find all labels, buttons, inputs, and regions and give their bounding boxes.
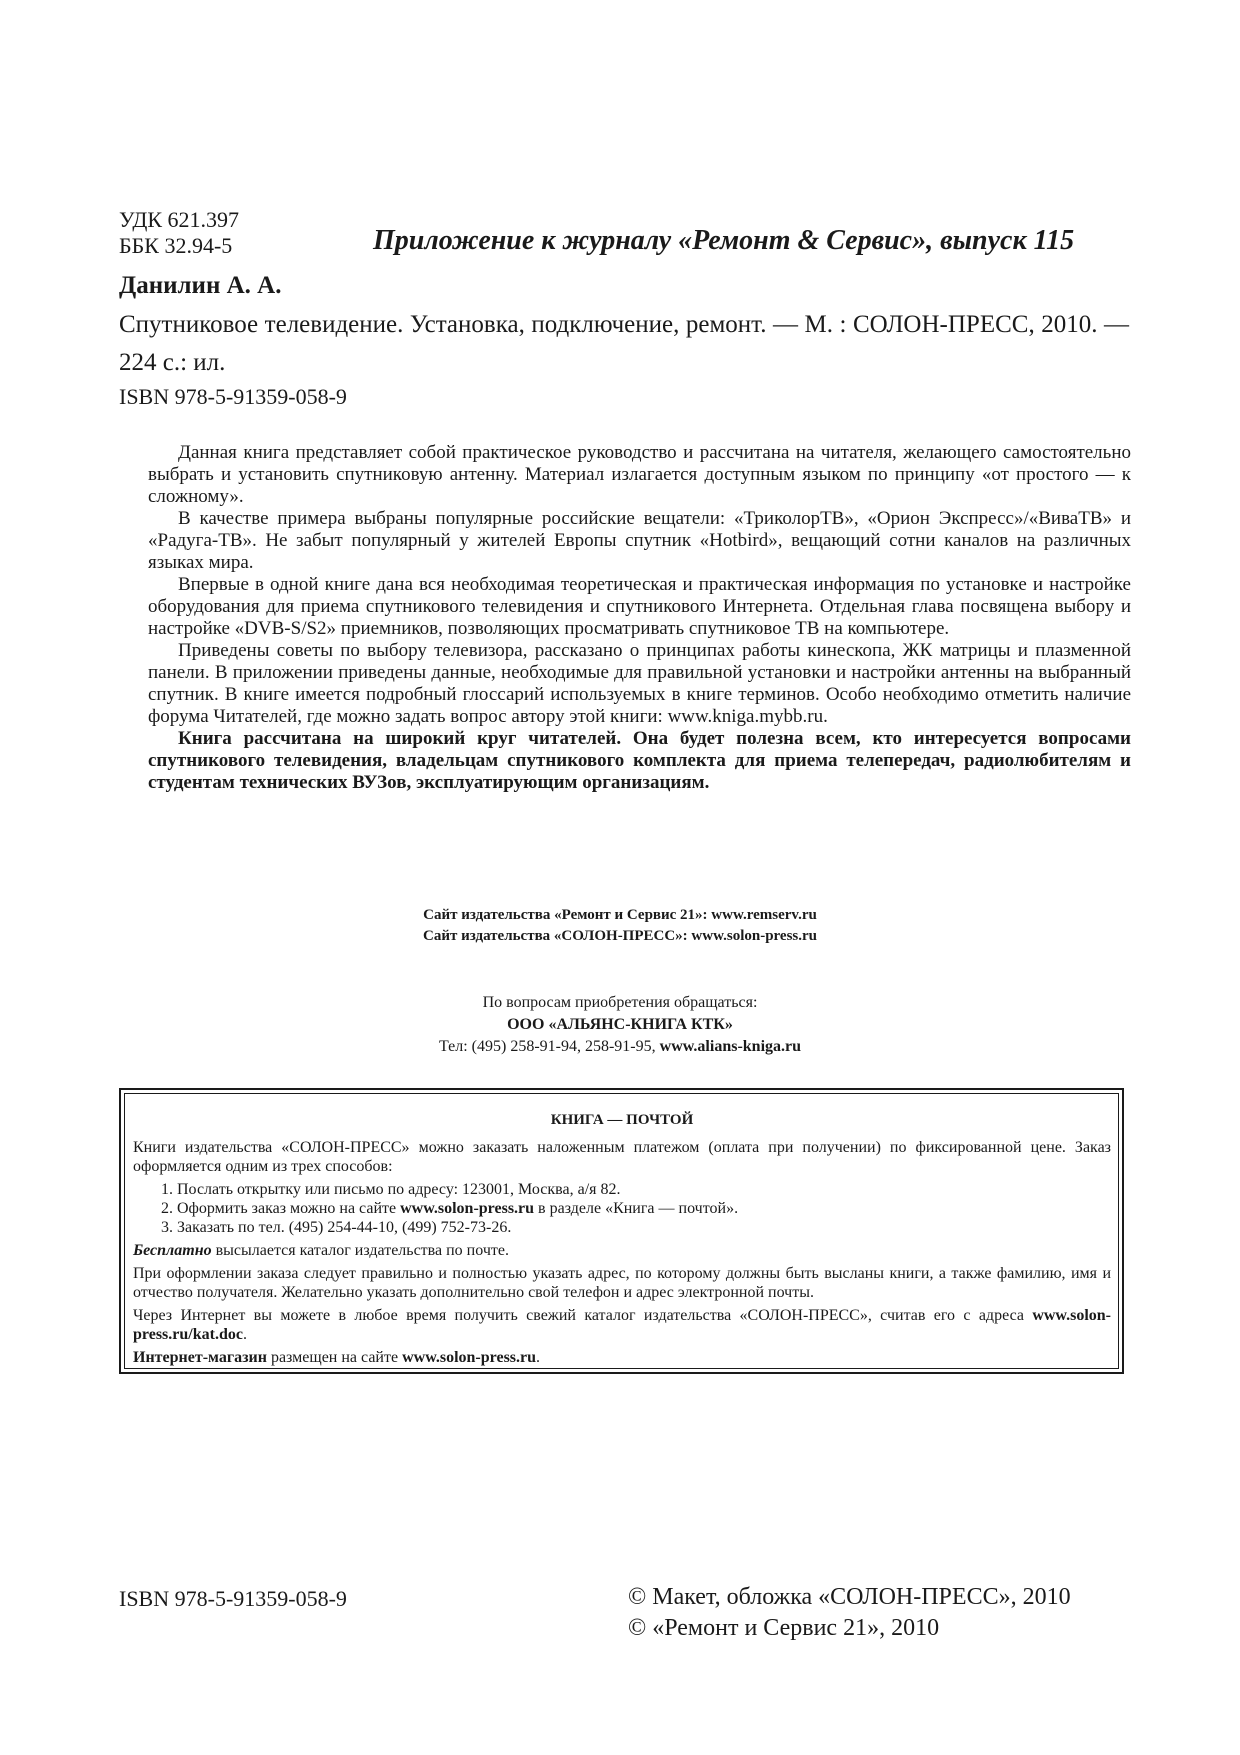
online-shop-note: Интернет-магазин размещен на сайте www.solon-press.ru. bbox=[133, 1349, 541, 1366]
site-solon: Сайт издательства «СОЛОН-ПРЕСС»: www.solon-press.ru bbox=[422, 928, 818, 944]
mail-order-box bbox=[119, 1088, 1124, 1374]
contacts-phone: Тел: (495) 258-91-94, 258-91-95, www.alians-kniga.ru bbox=[438, 1038, 802, 1055]
purchase-contacts bbox=[0, 992, 1240, 1058]
mail-order-method: 3. Заказать по тел. (495) 254-44-10, (499) 752-73-26. bbox=[177, 1218, 1111, 1237]
classification-codes bbox=[119, 207, 239, 259]
internet-catalog-note: Через Интернет вы можете в любое время получить свежий каталог издательства «СОЛОН-ПРЕСС», считав его с адреса www.solon-press.ru/kat.doc. bbox=[133, 1307, 1111, 1343]
mail-order-intro: Книги издательства «СОЛОН-ПРЕСС» можно заказать наложенным платежом (оплата при получении) по фиксированной цене. Заказ оформляется одним из трех способов: bbox=[133, 1139, 1111, 1175]
address-note: При оформлении заказа следует правильно и полностью указать адрес, по которому должны быть высланы книги, а также фамилию, имя и отчество получателя. Желательно указать дополнительно свой телефон и адрес электронной почты. bbox=[133, 1265, 1111, 1301]
site-remserv: Сайт издательства «Ремонт и Сервис 21»: www.remserv.ru bbox=[423, 907, 817, 923]
isbn-bottom: ISBN 978-5-91359-058-9 bbox=[119, 1586, 347, 1611]
copyright-block bbox=[628, 1582, 1071, 1644]
abstract-paragraph: В качестве примера выбраны популярные российские вещатели: «ТриколорТВ», «Орион Экспресс»/«ВиваТВ» и «Радуга-ТВ». Не забыт популярный у жителей Европы спутник «Hotbird», вещающий сотни каналов на различных языках мира. bbox=[148, 508, 1131, 573]
publisher-sites bbox=[0, 905, 1240, 947]
abstract-paragraph: Приведены советы по выбору телевизора, рассказано о принципах работы кинескопа, ЖК матрицы и плазменной панели. В приложении приведены данные, необходимые для правильной установки и настройки антенны на выбранный спутник. В книге имеется подробный глоссарий используемых в книге терминов. Особо необходимо отметить наличие форума Читателей, где можно задать вопрос автору этой книги: www.kniga.mybb.ru. bbox=[148, 640, 1131, 727]
abstract-audience: Книга рассчитана на широкий круг читателей. Она будет полезна всем, кто интересуется вопросами спутникового телевидения, владельцам спутникового комплекта для приема телепередач, радиолюбителям и студентам технических ВУЗов, эксплуатирующим организациям. bbox=[148, 728, 1131, 793]
contacts-intro: По вопросам приобретения обращаться: bbox=[482, 994, 758, 1011]
author-name: Данилин А. А. bbox=[119, 272, 282, 299]
abstract bbox=[148, 442, 1131, 794]
udk-code: УДК 621.397 bbox=[119, 207, 240, 232]
copyright-line: © «Ремонт и Сервис 21», 2010 bbox=[628, 1615, 940, 1641]
abstract-paragraph: Впервые в одной книге дана вся необходимая теоретическая и практическая информация по установке и настройке оборудования для приема спутникового телевидения и спутникового Интернета. Отдельная глава посвящена выбору и настройке «DVB-S/S2» приемников, позволяющих просматривать спутниковое ТВ на компьютере. bbox=[148, 574, 1131, 639]
isbn-top: ISBN 978-5-91359-058-9 bbox=[119, 384, 347, 409]
mail-order-methods bbox=[133, 1180, 1111, 1237]
abstract-paragraph: Данная книга представляет собой практическое руководство и рассчитана на читателя, желающего самостоятельно выбрать и установить спутниковую антенну. Материал излагается доступным языком по принципу «от простого — к сложному». bbox=[148, 442, 1131, 507]
mail-order-method: 2. Оформить заказ можно на сайте www.solon-press.ru в разделе «Книга — почтой». bbox=[177, 1199, 1111, 1218]
copyright-line: © Макет, обложка «СОЛОН-ПРЕСС», 2010 bbox=[628, 1584, 1071, 1610]
contacts-site-link: www.alians-kniga.ru bbox=[659, 1038, 802, 1055]
mail-order-title: КНИГА — ПОЧТОЙ bbox=[550, 1112, 694, 1128]
bbk-code: ББК 32.94-5 bbox=[119, 233, 233, 258]
catalog-note: Бесплатно высылается каталог издательства по почте. bbox=[133, 1242, 509, 1259]
mail-order-method: 1. Послать открытку или письмо по адресу: 123001, Москва, а/я 82. bbox=[177, 1180, 1111, 1199]
bibliographic-description: Спутниковое телевидение. Установка, подключение, ремонт. — М. : СОЛОН-ПРЕСС, 2010. — 224 с.: ил. bbox=[119, 311, 1129, 376]
contacts-company: ООО «АЛЬЯНС-КНИГА КТК» bbox=[507, 1016, 733, 1033]
series-title: Приложение к журналу «Ремонт & Сервис», выпуск 115 bbox=[373, 225, 1075, 256]
